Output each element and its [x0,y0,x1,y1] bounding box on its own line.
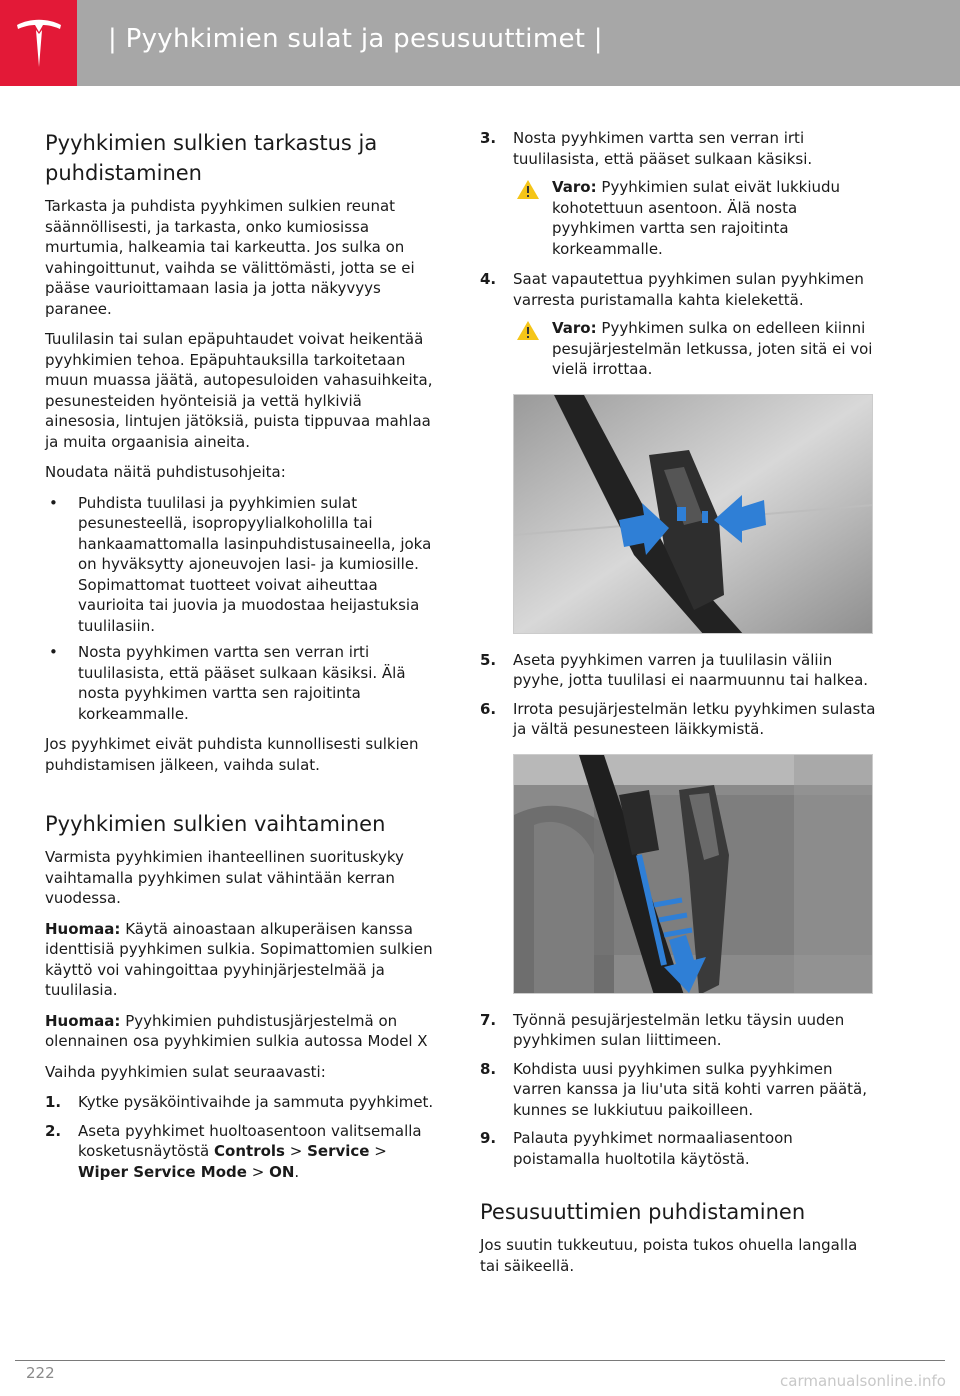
paragraph: Varmista pyyhkimien ihanteellinen suorituskyky vaihtamalla pyyhkimen sulat vähintään kerran vuodessa. [45,848,404,907]
paragraph: Jos suutin tukkeutuu, poista tukos ohuella langalla tai säikeellä. [480,1236,858,1275]
step-text: Työnnä pesujärjestelmän letku täysin uuden pyyhkimen sulan liittimeen. [513,1010,845,1049]
step-text: Kohdista uusi pyyhkimen sulka pyyhkimen varren kanssa ja liu'uta sitä kohti varren päätä, kunnes se lukkiutuu paikoilleen. [513,1059,868,1119]
step-item [480,1059,880,1121]
paragraph: Noudata näitä puhdistusohjeita: [45,463,286,481]
warning-icon [516,320,540,341]
warning-box [480,177,880,259]
note-paragraph [45,1011,440,1052]
bullet-icon: • [49,493,58,512]
section-heading-nozzle-cleaning: Pesusuuttimien puhdistaminen [480,1200,806,1224]
ui-path-wiper-service-mode: Wiper Service Mode [78,1162,247,1181]
list-item-text: Puhdista tuulilasi ja pyyhkimien sulat pesunesteellä, isopropyylialkoholilla tai hankaamattomalla lasinpuhdistusaineella, joka on hyväksytty ajoneuvojen lasi- ja kumiosille. Sopimattomat tuotteet voivat aiheuttaa vaurioita tai juovia ja muodostaa heijastuksia tuulilasiin. [78,493,432,635]
step-item: 2. Aseta pyyhkimet huoltoasentoon valitsemalla kosketusnäytöstä Controls > Service > Wiper Service Mode > ON. [45,1121,422,1181]
list-item [45,642,440,724]
right-column [480,128,880,1286]
warning-text: Pyyhkimen sulka on edelleen kiinni pesujärjestelmän letkussa, joten sitä ei voi vielä irrottaa. [552,319,873,378]
step-text: Aseta pyyhkimen varren ja tuulilasin väliin pyyhe, jotta tuulilasi ei naarmuunnu tai halkea. [513,650,869,689]
brand-logo [0,0,77,86]
section-heading-replacement: Pyyhkimien sulkien vaihtaminen [45,812,386,836]
step-number: 6. [480,699,497,718]
warning-label: Varo: [552,178,597,196]
step-item [480,1010,880,1051]
step-number: 4. [480,270,497,288]
replacement-steps-list-continued [480,128,880,169]
paragraph: Jos pyyhkimet eivät puhdista kunnollisesti sulkien puhdistamisen jälkeen, vaihda sulat. [45,735,419,774]
step-number: 3. [480,129,497,147]
step-item [480,269,880,310]
note-text: Käytä ainoastaan alkuperäisen kanssa identtisiä pyyhkimen sulkia. Sopimattomien sulkien käyttö voi vahingoittaa pyyhinjärjestelmää ja tuulilasia. [45,919,433,999]
ui-path-separator: > [374,1142,387,1160]
note-paragraph [45,919,440,1001]
step-text: Irrota pesujärjestelmän letku pyyhkimen sulasta ja vältä pesunesteen läikkymistä. [513,699,876,738]
paragraph: Tuulilasin tai sulan epäpuhtaudet voivat heikentää pyyhkimien tehoa. Epäpuhtauksilla tarkoitetaan muun muassa jäätä, autopesuloiden vahasuihkeita, pesunesteiden hyönteisiä ja vettä hylkiviä ainesosia, lintujen jätöksiä, puista tippuvaa mahlaa ja muita orgaanisia aineita. [45,330,433,451]
replacement-steps-list [45,1092,440,1182]
note-text: Pyyhkimien puhdistusjärjestelmä on olennainen osa pyyhkimien sulkia autossa Model X [45,1011,428,1050]
note-label: Huomaa: [45,919,121,938]
page-number: 222 [26,1364,55,1382]
ui-path-separator: > [251,1162,265,1181]
wiper-blade-release-illustration [513,394,873,634]
bullet-icon: • [49,643,58,661]
site-watermark: carmanualsonline.info [780,1372,946,1390]
note-label: Huomaa: [45,1011,121,1030]
ui-path-controls: Controls [214,1142,285,1160]
replacement-steps-list-continued [480,1010,880,1170]
paragraph: Tarkasta ja puhdista pyyhkimen sulkien reunat säännöllisesti, ja tarkasta, onko kumiosissa murtumia, halkeamia tai karkeutta. Jos sulka on vahingoittunut, vaihda se välittömästi, jotta se ei pääse vaurioittamaan lasia ja jotta näkyvyys paranee. [45,197,415,318]
step-text: Aseta pyyhkimet huoltoasentoon valitsemalla kosketusnäytöstä [78,1121,422,1160]
step-number: 9. [480,1129,497,1147]
paragraph: Vaihda pyyhkimien sulat seuraavasti: [45,1062,326,1081]
step-text: Nosta pyyhkimen vartta sen verran irti tuulilasista, että pääset sulkaan käsiksi. [513,129,813,168]
replacement-steps-list-continued [480,269,880,310]
step-item [480,128,880,169]
step-item [45,1092,440,1113]
cleaning-instructions-list [45,493,440,725]
step-number: 8. [480,1059,497,1078]
list-item-text: Nosta pyyhkimen vartta sen verran irti tuulilasista, että pääset sulkaan käsiksi. Älä nosta pyyhkimen vartta sen rajoitinta korkeammalle. [78,643,406,723]
replacement-steps-list-continued [480,650,880,740]
ui-path-on: ON [269,1162,295,1181]
step-number: 5. [480,650,497,669]
page-title: | Pyyhkimien sulat ja pesusuuttimet | [108,24,603,54]
tesla-logo-icon [14,15,64,71]
ui-path-separator: > [289,1142,303,1160]
warning-icon [516,179,540,200]
section-heading-inspection: Pyyhkimien sulkien tarkastus ja puhdistaminen [45,131,378,185]
left-column [45,128,440,1190]
washer-hose-disconnect-illustration [513,754,873,994]
warning-box [480,318,880,380]
list-item [45,493,440,637]
step-item [480,650,880,691]
step-text: Palauta pyyhkimet normaaliasentoon poistamalla huoltotila käytöstä. [513,1129,793,1168]
ui-path-service: Service [307,1142,370,1160]
step-text: Saat vapautettua pyyhkimen sulan pyyhkimen varresta puristamalla kahta kielekettä. [513,270,864,309]
step-number: 1. [45,1093,62,1111]
page-header [0,0,960,86]
footer-divider [15,1360,945,1361]
step-item [480,699,880,740]
step-item [480,1128,880,1169]
step-number: 2. [45,1121,62,1140]
washer-hose-figure [514,755,873,994]
warning-label: Varo: [552,319,597,337]
step-text: Kytke pysäköintivaihde ja sammuta pyyhkimet. [78,1093,434,1111]
wiper-tabs-figure [514,395,873,634]
step-number: 7. [480,1010,497,1029]
warning-text: Pyyhkimien sulat eivät lukkiudu kohotettuun asentoon. Älä nosta pyyhkimen vartta sen rajoitinta korkeammalle. [552,178,841,258]
